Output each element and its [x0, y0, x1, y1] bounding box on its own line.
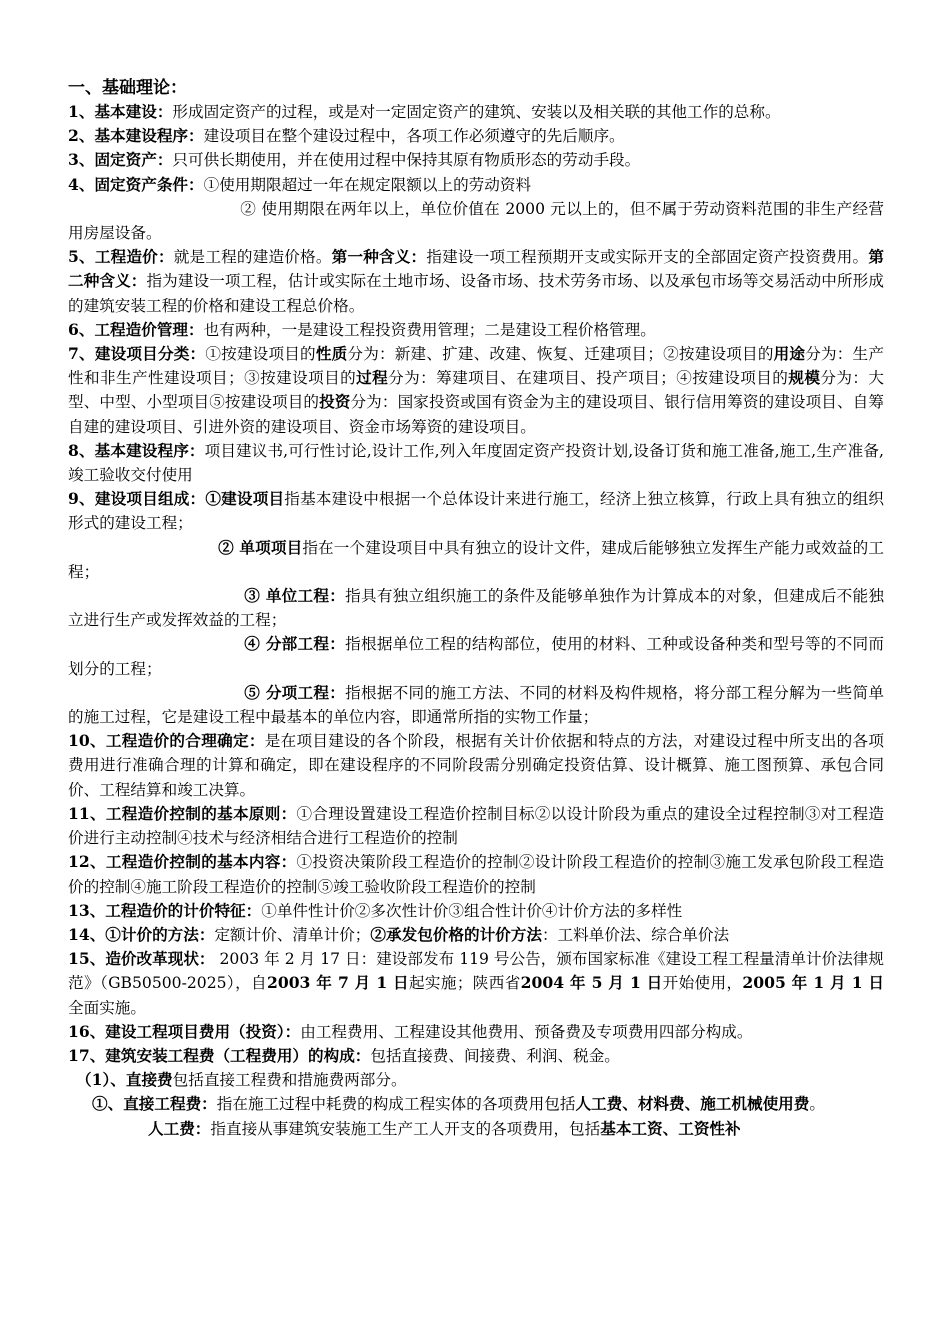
sub-direct-cost: （1）、直接费包括直接工程费和措施费两部分。: [76, 1070, 407, 1090]
item-14: 14、①计价的方法：定额计价、清单计价；②承发包价格的计价方法：工料单价法、综合单价法: [68, 924, 730, 944]
item-10: 10、工程造价的合理确定：是在项目建设的各个阶段，根据有关计价依据和特点的方法，对建设过程中所支出的各项费用进行准确合理的计算和确定，即在建设程序的不同阶段需分别确定投资估算、设计概算、施工图预算、承包合同价、工程结算和竣工决算。: [68, 731, 884, 799]
item-9-sub-5: ⑤ 分项工程：指根据不同的施工方法、不同的材料及构件规格，将分部工程分解为一些简单的施工过程，它是建设工程中最基本的单位内容，即通常所指的实物工作量；: [68, 682, 884, 727]
item-13: 13、工程造价的计价特征：①单件性计价②多次性计价③组合性计价④计价方法的多样性: [68, 900, 683, 920]
item-4: 4、固定资产条件：①使用期限超过一年在规定限额以上的劳动资料: [68, 174, 532, 194]
item-7: 7、建设项目分类：①按建设项目的性质分为：新建、扩建、改建、恢复、迁建项目；②按建设项目的用途分为：生产性和非生产性建设项目；③按建设项目的过程分为：筹建项目、在建项目、投产项目；④按建设项目的规模分为：大型、中型、小型项目⑤按建设项目的投资分为：国家投资或国有资金为主的建设项目、银行信用筹资的建设项目、自筹自建的建设项目、引进外资的建设项目、资金市场筹资的建设项目。: [68, 344, 884, 436]
item-17: 17、建筑安装工程费（工程费用）的构成：包括直接费、间接费、利润、税金。: [68, 1045, 620, 1065]
item-2: 2、基本建设程序：建设项目在整个建设过程中，各项工作必须遵守的先后顺序。: [68, 126, 625, 146]
item-3: 3、固定资产：只可供长期使用，并在使用过程中保持其原有物质形态的劳动手段。: [68, 150, 641, 170]
item-9: 9、建设项目组成：①建设项目指基本建设中根据一个总体设计来进行施工，经济上独立核算，行政上具有独立的组织形式的建设工程；: [68, 489, 884, 533]
item-9-sub-4: ④ 分部工程：指根据单位工程的结构部位，使用的材料、工种或设备种类和型号等的不同而划分的工程；: [68, 634, 884, 678]
item-15: 15、造价改革现状： 2003 年 2 月 17 日：建设部发布 119 号公告，颁布国家标准《建设工程工程量清单计价法律规范》（GB50500-2025），自2003 年 7 月 1 日起实施；陕西省2004 年 5 月 1 日开始使用，2005 年 1 月 1 日全面实施。: [68, 949, 884, 1017]
sub-labor-cost: 人工费：指直接从事建筑安装施工生产工人开支的各项费用，包括基本工资、工资性补: [148, 1118, 741, 1138]
item-5: 5、工程造价：就是工程的建造价格。第一种含义：指建设一项工程预期开支或实际开支的全部固定资产投资费用。第二种含义：指为建设一项工程，估计或实际在土地市场、设备市场、技术劳务市场、以及承包市场等交易活动中所形成的建筑安装工程的价格和建设工程总价格。: [68, 247, 884, 315]
item-11: 11、工程造价控制的基本原则：①合理设置建设工程造价控制目标②以设计阶段为重点的建设全过程控制③对工程造价进行主动控制④技术与经济相结合进行工程造价的控制: [68, 803, 884, 848]
item-8: 8、基本建设程序：项目建议书,可行性讨论,设计工作,列入年度固定资产投资计划,设备订货和施工准备,施工,生产准备,竣工验收交付使用: [68, 440, 884, 485]
sub-direct-engineering-cost: ①、直接工程费：指在施工过程中耗费的构成工程实体的各项费用包括人工费、材料费、施工机械使用费。: [92, 1094, 825, 1114]
section-heading: 一、基础理论：: [68, 78, 187, 98]
item-16: 16、建设工程项目费用（投资）：由工程费用、工程建设其他费用、预备费及专项费用四部分构成。: [68, 1021, 753, 1041]
document-page: [68, 76, 884, 1141]
item-1: 1、基本建设：形成固定资产的过程，或是对一定固定资产的建筑、安装以及相关联的其他工作的总称。: [68, 102, 781, 121]
item-6: 6、工程造价管理：也有两种，一是建设工程投资费用管理；二是建设工程价格管理。: [68, 319, 656, 339]
item-9-sub-3: ③ 单位工程：指具有独立组织施工的条件及能够单独作为计算成本的对象，但建成后不能独立进行生产或发挥效益的工程；: [68, 586, 884, 630]
item-9-sub-2: ② 单项项目指在一个建设项目中具有独立的设计文件，建成后能够独立发挥生产能力或效益的工程；: [68, 537, 884, 581]
item-12: 12、工程造价控制的基本内容：①投资决策阶段工程造价的控制②设计阶段工程造价的控制③施工发承包阶段工程造价的控制④施工阶段工程造价的控制⑤竣工验收阶段工程造价的控制: [68, 852, 884, 896]
item-4-cont: ② 使用期限在两年以上，单位价值在 2000 元以上的，但不属于劳动资料范围的非生产经营用房屋设备。: [68, 199, 884, 243]
